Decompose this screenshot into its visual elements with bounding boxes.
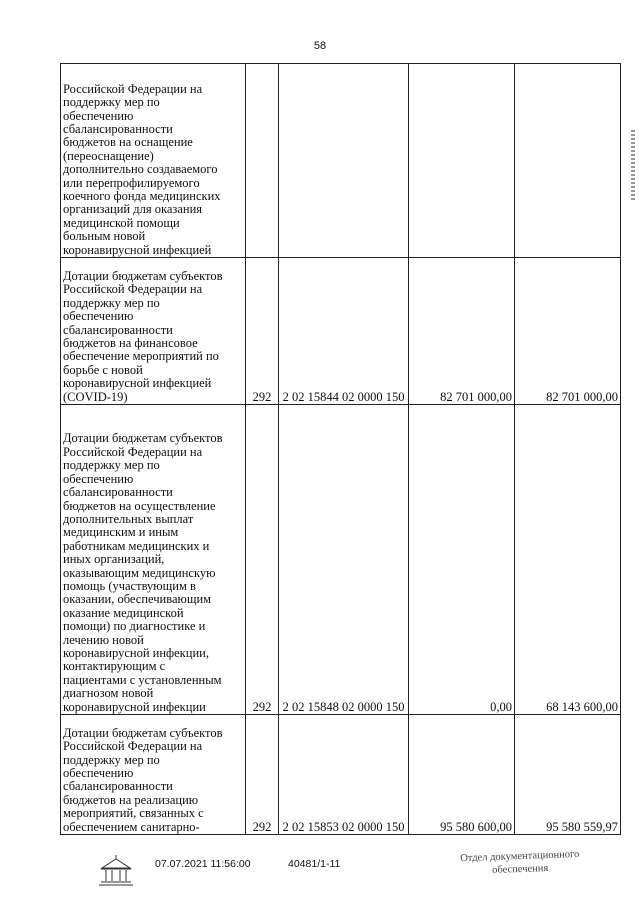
- row-description: Дотации бюджетам субъектов Российской Федерации на поддержку мер по обеспечению сбалансированности бюджетов на финансовое обеспечение мероприятий по борьбе с новой коронавирусной инфекцией (COVID-19): [61, 258, 246, 405]
- amount-exec-cell: 68 143 600,00: [515, 405, 621, 715]
- row-description: Дотации бюджетам субъектов Российской Федерации на поддержку мер по обеспечению сбалансированности бюджетов на реализацию мероприятий, связанных с обеспечением санитарно-: [61, 715, 246, 835]
- amount-exec-cell: 82 701 000,00: [515, 258, 621, 405]
- amount-exec-cell: [515, 64, 621, 258]
- building-emblem-icon: [98, 854, 134, 888]
- footer-timestamp: 07.07.2021 11:56:00: [155, 858, 251, 870]
- row-description: Дотации бюджетам субъектов Российской Федерации на поддержку мер по обеспечению сбалансированности бюджетов на осуществление дополнительных выплат медицинским и иным работникам медицинских и иных организаций, оказывающим медицинскую помощь (участвующим в оказании, обеспечивающим оказание медицинской помощи) по диагностике и лечению новой коронавирусной инфекции, контактирующим с пациентами с установленным диагнозом новой коронавирусной инфекции: [61, 405, 246, 715]
- page-number: 58: [313, 40, 327, 52]
- scan-edge-mark: [631, 130, 635, 200]
- amount-plan-cell: [409, 64, 515, 258]
- amount-exec-cell: 95 580 559,97: [515, 715, 621, 835]
- admin-code-cell: 292: [246, 258, 279, 405]
- footer-doc-number: 40481/1-11: [288, 858, 341, 870]
- admin-code-cell: 292: [246, 405, 279, 715]
- admin-code-cell: 292: [246, 715, 279, 835]
- page-footer: [0, 850, 640, 905]
- classification-code-cell: 2 02 15853 02 0000 150: [279, 715, 409, 835]
- table-row: [61, 405, 621, 715]
- admin-code-cell: [246, 64, 279, 258]
- stamp-line-1: Отдел документационного: [460, 848, 580, 865]
- stamp-line-2: обеспечения: [492, 863, 549, 876]
- classification-code-cell: 2 02 15848 02 0000 150: [279, 405, 409, 715]
- classification-code-cell: [279, 64, 409, 258]
- amount-plan-cell: 82 701 000,00: [409, 258, 515, 405]
- classification-code-cell: 2 02 15844 02 0000 150: [279, 258, 409, 405]
- budget-revenue-table: [60, 63, 621, 835]
- department-stamp: [440, 847, 601, 879]
- table-row: [61, 64, 621, 258]
- amount-plan-cell: 95 580 600,00: [409, 715, 515, 835]
- row-description: Российской Федерации на поддержку мер по обеспечению сбалансированности бюджетов на оснащение (переоснащение) дополнительно создаваемого или перепрофилируемого коечного фонда медицинских организаций для оказания медицинской помощи больным новой коронавирусной инфекцией: [61, 64, 246, 258]
- amount-plan-cell: 0,00: [409, 405, 515, 715]
- table-row: [61, 258, 621, 405]
- table-row: [61, 715, 621, 835]
